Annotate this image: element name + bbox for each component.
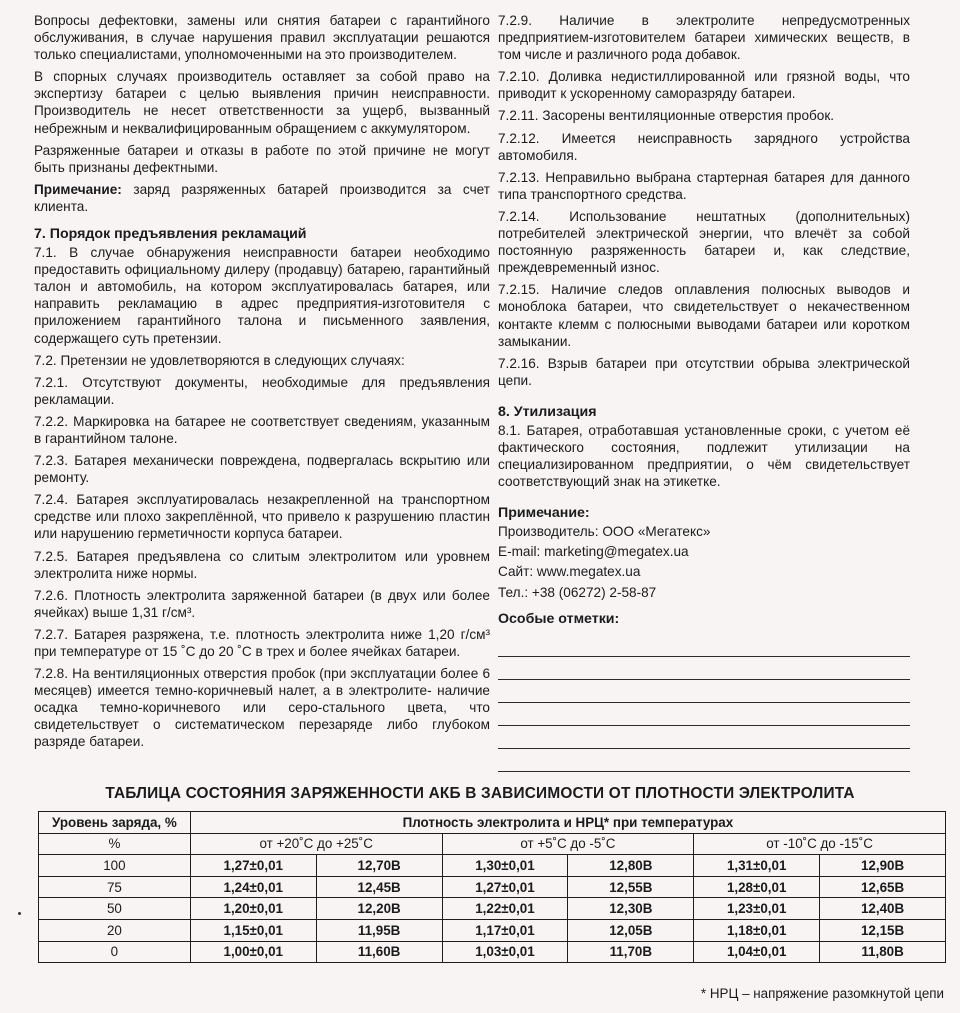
special-marks-line xyxy=(498,680,910,703)
table-cell-v3: 12,90В xyxy=(820,855,946,877)
contact-block xyxy=(498,523,910,600)
table-cell-d2: 1,17±0,01 xyxy=(442,919,568,941)
temp-range-2: от +5˚С до -5˚С xyxy=(442,833,694,855)
table-cell-v3: 11,80В xyxy=(820,941,946,963)
section-8-title: 8. Утилизация xyxy=(498,403,597,420)
clause-7-2-3: 7.2.3. Батарея механически повреждена, подвергалась вскрытию или ремонту. xyxy=(34,453,490,486)
clause-7-2-11: 7.2.11. Засорены вентиляционные отверстия пробок. xyxy=(498,108,835,124)
clause-7-2-13: 7.2.13. Неправильно выбрана стартерная батарея для данного типа транспортного средства. xyxy=(498,169,910,202)
manufacturer-name: Производитель: ООО «Мегатекс» xyxy=(498,524,711,540)
right-column xyxy=(498,12,910,772)
clause-7-2-8: 7.2.8. На вентиляционных отверстия пробок (при эксплуатации более 6 месяцев) имеется темно-коричневый налет, а в электролите- наличие осадка темно-коричневого или серо-стального цвета, что свидетельствует о систематическом перезаряде либо глубоком разряде батареи. xyxy=(34,666,490,750)
charge-note xyxy=(34,181,490,215)
contact-site: Сайт: www.megatex.ua xyxy=(498,564,641,580)
table-cell-d2: 1,03±0,01 xyxy=(442,941,568,963)
charge-state-table xyxy=(38,811,946,963)
clause-7-2-12: 7.2.12. Имеется неисправность зарядного устройства автомобиля. xyxy=(498,130,910,163)
table-cell-d3: 1,23±0,01 xyxy=(694,898,820,920)
unit-percent: % xyxy=(39,833,191,855)
table-cell-d2: 1,22±0,01 xyxy=(442,898,568,920)
table-cell-d1: 1,27±0,01 xyxy=(190,855,316,877)
temp-range-3: от -10˚С до -15˚С xyxy=(694,833,946,855)
contact-note-title: Примечание: xyxy=(498,505,590,522)
table-cell-v2: 12,55В xyxy=(568,876,694,898)
table-cell-d3: 1,04±0,01 xyxy=(694,941,820,963)
special-marks-line xyxy=(498,726,910,749)
table-cell-v3: 12,15В xyxy=(820,919,946,941)
table-footnote: * НРЦ – напряжение разомкнутой цепи xyxy=(700,986,944,1001)
table-cell-v1: 11,95В xyxy=(316,919,442,941)
table-cell-d1: 1,20±0,01 xyxy=(190,898,316,920)
table-title: ТАБЛИЦА СОСТОЯНИЯ ЗАРЯЖЕННОСТИ АКБ В ЗАВИСИМОСТИ ОТ ПЛОТНОСТИ ЭЛЕКТРОЛИТА xyxy=(105,785,855,802)
special-marks-line xyxy=(498,703,910,726)
table-cell-v2: 12,30В xyxy=(568,898,694,920)
section-7-title: 7. Порядок предъявления рекламаций xyxy=(34,226,307,243)
table-cell-v2: 12,80В xyxy=(568,855,694,877)
note-text: заряд разряженных батарей производится за счет клиента. xyxy=(34,181,490,214)
clause-7-2: 7.2. Претензии не удовлетворяются в следующих случаях: xyxy=(34,352,405,368)
table-cell-level: 75 xyxy=(39,876,191,898)
left-column xyxy=(34,12,490,756)
clause-7-2-5: 7.2.5. Батарея предъявлена со слитым электролитом или уровнем электролита ниже нормы. xyxy=(34,548,490,581)
table-cell-d1: 1,24±0,01 xyxy=(190,876,316,898)
contact-phone: Тел.: +38 (06272) 2-58-87 xyxy=(498,584,657,600)
clause-8-1: 8.1. Батарея, отработавшая установленные сроки, с учетом её фактического состояния, подлежит утилизации на специализированном предприятии, о чём свидетельствует соответствующий знак на этикетке. xyxy=(498,422,910,490)
table-cell-level: 0 xyxy=(39,941,191,963)
table-cell-level: 20 xyxy=(39,919,191,941)
clause-7-2-10: 7.2.10. Доливка недистиллированной или грязной воды, что приводит к ускоренному саморазряду батареи. xyxy=(498,69,910,102)
special-marks-line xyxy=(498,749,910,772)
table-body xyxy=(39,855,946,963)
table-cell-d1: 1,15±0,01 xyxy=(190,919,316,941)
table-cell-v3: 12,65В xyxy=(820,876,946,898)
temp-range-1: от +20˚С до +25˚С xyxy=(190,833,442,855)
clause-7-1: 7.1. В случае обнаружения неисправности батареи необходимо предоставить официальному дилеру (продавцу) батарею, гарантийный талон и автомобиль, на котором эксплуатировалась батарея, или направить рекламацию в адрес предприятия-изготовителя с приложением гарантийного талона и письменного заявления, содержащего суть претензии. xyxy=(34,245,490,346)
special-marks-line xyxy=(498,634,910,657)
intro-paragraph-2: В спорных случаях производитель оставляет за собой право на экспертизу батареи с целью выявления причин неисправности. Производитель не несет ответственности за ущерб, вызванный небрежным и неквалифицированным обращением с аккумулятором. xyxy=(34,69,490,136)
table-cell-d3: 1,18±0,01 xyxy=(694,919,820,941)
table-row xyxy=(39,855,946,877)
clause-7-2-16: 7.2.16. Взрыв батареи при отсутствии обрыва электрической цепи. xyxy=(498,355,910,388)
clause-7-2-14: 7.2.14. Использование нештатных (дополнительных) потребителей электрической энергии, что влечёт за собой постоянную разряженность батареи и, как следствие, преждевременный износ. xyxy=(498,208,910,276)
table-cell-v2: 12,05В xyxy=(568,919,694,941)
note-label: Примечание: xyxy=(34,181,122,197)
clause-7-2-9: 7.2.9. Наличие в электролите непредусмотренных предприятием-изготовителем батареи химических веществ, в том числе и различного рода добавок. xyxy=(498,13,910,63)
table-row xyxy=(39,898,946,920)
table-row xyxy=(39,919,946,941)
table-row xyxy=(39,876,946,898)
special-marks-label: Особые отметки: xyxy=(498,610,620,627)
clause-7-2-15: 7.2.15. Наличие следов оплавления полюсных выводов и моноблока батареи, что свидетельствует о некачественном контакте клемм с полюсными выводами батареи или коротком замыкании. xyxy=(498,282,910,349)
col-group-header: Плотность электролита и НРЦ* при температурах xyxy=(190,812,945,834)
special-marks-line xyxy=(498,657,910,680)
table-cell-level: 50 xyxy=(39,898,191,920)
col-level-header: Уровень заряда, % xyxy=(39,812,191,834)
intro-paragraph-1: Вопросы дефектовки, замены или снятия батареи с гарантийного обслуживания, в случае нарушения правил эксплуатации решаются только специалистами, уполномоченными на это производителем. xyxy=(34,13,490,63)
table-cell-d2: 1,27±0,01 xyxy=(442,876,568,898)
clause-7-2-4: 7.2.4. Батарея эксплуатировалась незакрепленной на транспортном средстве или плохо закреплённой, что привело к разрушению пластин или нарушению герметичности корпуса батареи. xyxy=(34,492,490,542)
clause-7-2-7: 7.2.7. Батарея разряжена, т.е. плотность электролита ниже 1,20 г/см³ при температуре от 15 ˚С до 20 ˚С в трех и более ячейках батареи. xyxy=(34,626,490,659)
table-cell-d3: 1,31±0,01 xyxy=(694,855,820,877)
table-cell-level: 100 xyxy=(39,855,191,877)
clause-7-2-2: 7.2.2. Маркировка на батарее не соответствует сведениям, указанным в гарантийном талоне. xyxy=(34,413,490,446)
clause-7-2-6: 7.2.6. Плотность электролита заряженной батареи (в двух или более ячейках) выше 1,31 г/см³. xyxy=(34,587,490,620)
scan-dot xyxy=(18,912,21,915)
table-cell-d3: 1,28±0,01 xyxy=(694,876,820,898)
table-subheader-row xyxy=(39,833,946,855)
table-cell-v1: 12,70В xyxy=(316,855,442,877)
table-cell-v3: 12,40В xyxy=(820,898,946,920)
table-cell-d2: 1,30±0,01 xyxy=(442,855,568,877)
contact-email: E-mail: marketing@megatex.ua xyxy=(498,544,689,560)
special-marks-lines xyxy=(498,634,910,772)
table-cell-d1: 1,00±0,01 xyxy=(190,941,316,963)
table-row xyxy=(39,941,946,963)
table-header-row xyxy=(39,812,946,834)
intro-paragraph-3: Разряженные батареи и отказы в работе по этой причине не могут быть признаны дефектными. xyxy=(34,142,490,175)
table-cell-v2: 11,70В xyxy=(568,941,694,963)
table-cell-v1: 12,45В xyxy=(316,876,442,898)
clause-7-2-1: 7.2.1. Отсутствуют документы, необходимые для предъявления рекламации. xyxy=(34,374,490,407)
table-cell-v1: 12,20В xyxy=(316,898,442,920)
table-cell-v1: 11,60В xyxy=(316,941,442,963)
